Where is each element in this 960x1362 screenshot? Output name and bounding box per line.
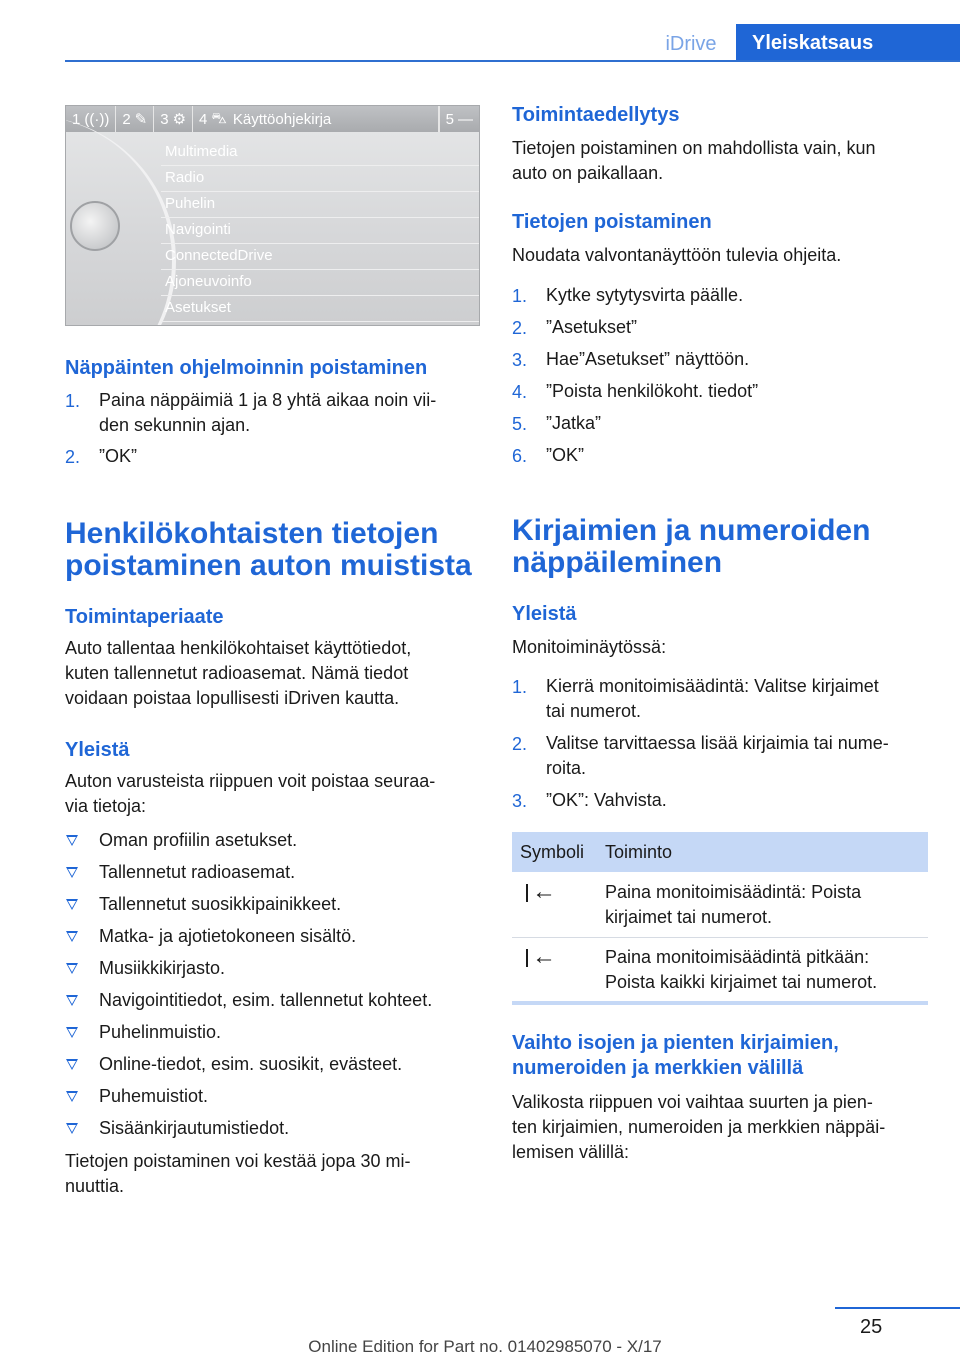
bullet-item: Musiikkikirjasto. [99,958,226,978]
screen-menu-item: ConnectedDrive [161,244,480,270]
step-number: 3. [512,350,528,370]
step-number: 6. [512,446,528,466]
step-number: 1. [65,391,81,411]
subheading: numeroiden ja merkkien välillä [512,1057,804,1079]
backspace-icon: ← [520,882,556,904]
subheading: Yleistä [65,739,130,761]
step-text: Kytke sytytysvirta päälle. [546,285,744,305]
header-rule [65,60,960,62]
table-cell: kirjaimet tai numerot. [605,907,773,927]
chapter-heading: Kirjaimien ja numeroiden [512,514,871,547]
screen-menu-item: Navigointi [161,218,480,244]
step-text: ”OK” [99,446,137,466]
subheading: Toimintaperiaate [65,606,224,628]
paragraph-line: via tietoja: [65,796,147,816]
paragraph-line: Tietojen poistaminen on mahdollista vain, kun [512,138,876,158]
table-cell: Paina monitoimisäädintä: Poista [605,882,862,902]
subheading: Tietojen poistaminen [512,211,712,233]
chapter-heading: poistaminen auton muistista [65,549,472,582]
bullet-item: Navigointitiedot, esim. tallennetut kohteet. [99,990,433,1010]
page-number: 25 [860,1316,883,1338]
step-number: 2. [65,447,81,467]
bullet-item: Tallennetut radioasemat. [99,862,296,882]
bullet-item: Puhelinmuistio. [99,1022,222,1042]
paragraph-line: lemisen välillä: [512,1142,630,1162]
screen-tab-4-label: Käyttöohjekirja [232,110,332,128]
screen-tab-5: 5 — [439,106,479,132]
bullet-triangle-icon [66,1059,78,1070]
table-header-function: Toiminto [605,842,673,862]
car-icon: ⛍ [211,109,227,127]
table-row-divider [512,937,928,938]
table-header [512,832,928,872]
step-text: ”Poista henkilökoht. tiedot” [546,381,759,401]
header-section-label: iDrive [665,33,717,55]
screen-menu [161,140,480,322]
idrive-screen-illustration [65,105,480,326]
subheading: Vaihto isojen ja pienten kirjaimien, [512,1032,839,1054]
dash-icon: — [458,110,473,128]
table-header-symbol: Symboli [520,842,585,862]
step-text: ”Jatka” [546,413,602,433]
step-text: Hae”Asetukset” näyttöön. [546,349,750,369]
controller-knob-icon [70,201,120,251]
bullet-item: Matka- ja ajotietokoneen sisältö. [99,926,357,946]
paragraph-line: Valikosta riippuen voi vaihtaa suurten ja pien‐ [512,1092,873,1112]
bullet-triangle-icon [66,963,78,974]
paragraph-line: Monitoiminäytössä: [512,637,667,657]
bullet-triangle-icon [66,931,78,942]
chapter-heading: näppäileminen [512,546,723,579]
step-number: 2. [512,734,528,754]
footer-edition-text: Online Edition for Part no. 01402985070 - X/17 [308,1337,662,1356]
step-number: 1. [512,286,528,306]
bullet-item: Sisäänkirjautumistiedot. [99,1118,290,1138]
step-number: 3. [512,791,528,811]
step-number: 2. [512,318,528,338]
screen-menu-item: Radio [161,166,480,192]
bullet-triangle-icon [66,867,78,878]
bullet-triangle-icon [66,835,78,846]
screen-menu-item: Multimedia [161,140,480,166]
paragraph-line: kuten tallennetut radioasemat. Nämä tiedot [65,663,409,683]
step-text: ”Asetukset” [546,317,638,337]
signal-icon: ((·)) [84,110,110,128]
screen-tab-2: 2 ✎ [116,106,154,132]
header-chapter-tab: Yleiskatsaus [736,24,960,62]
paragraph-line: nuuttia. [65,1176,125,1196]
subheading: Yleistä [512,603,577,625]
paragraph-line: auto on paikallaan. [512,163,664,183]
wrench-icon: ✎ [134,111,148,128]
table-bottom-rule [512,1001,928,1005]
bullet-triangle-icon [66,1091,78,1102]
bullet-triangle-icon [66,1123,78,1134]
step-text: ”OK” [546,445,584,465]
table-cell: Paina monitoimisäädintä pitkään: [605,947,870,967]
paragraph-line: Tietojen poistaminen voi kestää jopa 30 mi‐ [65,1151,411,1171]
screen-tab-3: 3 ⚙ [154,106,193,132]
bullet-item: Oman profiilin asetukset. [99,830,298,850]
bullet-triangle-icon [66,1027,78,1038]
bullet-item: Puhemuistiot. [99,1086,209,1106]
step-text: roita. [546,758,587,778]
bullet-item: Tallennetut suosikkipainikkeet. [99,894,342,914]
bullet-triangle-icon [66,995,78,1006]
screen-menu-item: Asetukset [161,296,480,322]
paragraph-line: voidaan poistaa lopullisesti iDriven kautta. [65,688,400,708]
bullet-triangle-icon [66,899,78,910]
step-text: den sekunnin ajan. [99,415,251,435]
paragraph-line: ten kirjaimien, numeroiden ja merkkien näppäi‐ [512,1117,886,1137]
step-text: Valitse tarvittaessa lisää kirjaimia tai nume‐ [546,733,889,753]
paragraph-line: Noudata valvontanäyttöön tulevia ohjeita. [512,245,842,265]
gear-icon: ⚙ [172,111,187,128]
step-number: 4. [512,382,528,402]
footer-rule [835,1307,960,1309]
step-number: 1. [512,677,528,697]
bullet-item: Online-tiedot, esim. suosikit, evästeet. [99,1054,403,1074]
screen-menu-item: Ajoneuvoinfo [161,270,480,296]
screen-tab-1: 1 ((·)) [66,106,116,132]
step-number: 5. [512,414,528,434]
step-text: Paina näppäimiä 1 ja 8 yhtä aikaa noin vii‐ [99,390,437,410]
screen-menu-item: Puhelin [161,192,480,218]
step-text: Kierrä monitoimisäädintä: Valitse kirjaimet [546,676,879,696]
section-heading: Näppäinten ohjelmoinnin poistaminen [65,357,428,379]
screen-tab-4: 4 ⛍ Käyttöohjekirja [193,106,439,132]
screen-tab-bar [66,106,479,132]
chapter-heading: Henkilökohtaisten tietojen [65,517,439,550]
step-text: tai numerot. [546,701,642,721]
backspace-icon: ← [520,947,556,969]
subheading: Toimintaedellytys [512,104,680,126]
paragraph-line: Auto tallentaa henkilökohtaiset käyttötiedot, [65,638,412,658]
step-text: ”OK”: Vahvista. [546,790,667,810]
paragraph-line: Auton varusteista riippuen voit poistaa seuraa‐ [65,771,436,791]
table-cell: Poista kaikki kirjaimet tai numerot. [605,972,878,992]
